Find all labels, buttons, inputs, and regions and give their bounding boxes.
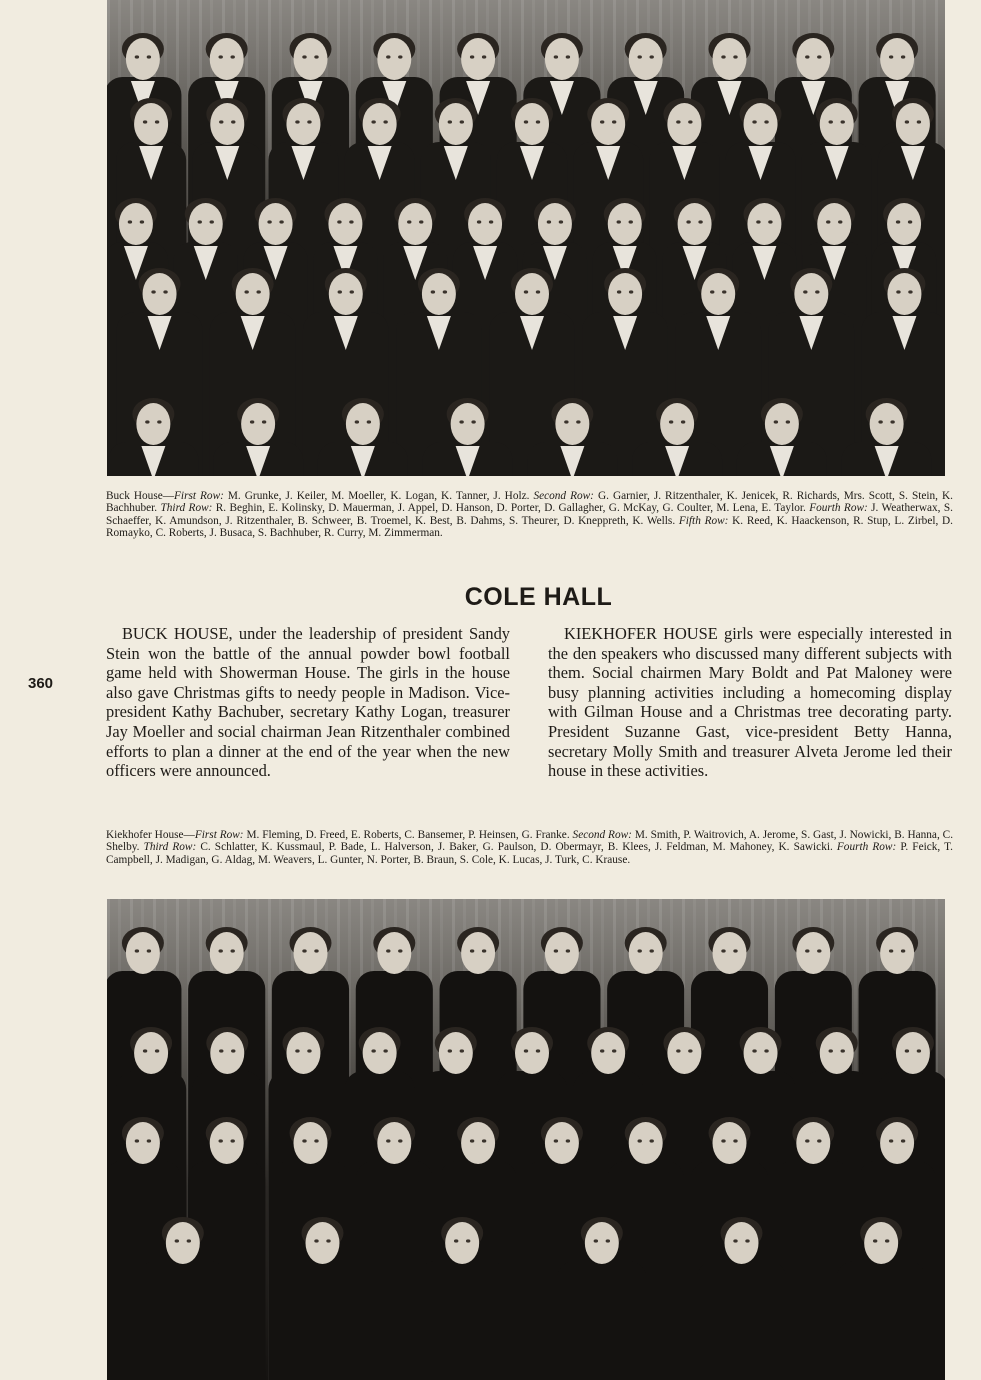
buck-house-paragraph: BUCK HOUSE, under the leadership of president Sandy Stein won the battle of the annual powder bowl football game held with Showerman House. The girls in the house also gave Christmas gifts to needy people in Madison. Vice-president Kathy Bachuber, secretary Kathy Logan, treasurer Jay Moeller and social chairman Jean Ritzenthaler combined efforts to plan a dinner at the end of the year when the new officers were announced. xyxy=(106,624,510,781)
caption-row-label: Fourth Row: xyxy=(836,841,897,854)
caption-row-names: M. Grunke, J. Keiler, M. Moeller, K. Logan, K. Tanner, J. Holz. xyxy=(223,490,534,502)
caption-row-names: C. Schlatter, K. Kussmaul, P. Bade, L. Halverson, J. Baker, G. Paulson, D. Obermayr, B. Klees, J. Feldman, M. Mahoney, K. Sawicki. xyxy=(196,841,837,854)
caption-row-names: R. Beghin, E. Kolinsky, D. Mauerman, J. Appel, D. Hanson, D. Porter, D. Gallagher, G. McKay, G. Coulter, M. Lena, E. Taylor. xyxy=(212,502,810,515)
caption-row-label: First Row: xyxy=(194,829,244,841)
caption-row-label: Third Row: xyxy=(160,502,213,515)
caption-row-names: P. Feick, T. Campbell, J. Madigan, G. Aldag, M. Weavers, L. Gunter, N. Porter, B. Braun, S. Cole, K. Lucas, J. Turk, C. Krause. xyxy=(106,841,953,866)
caption-row-label: First Row: xyxy=(174,490,224,502)
buck-house-group-photo xyxy=(107,0,945,476)
caption-row-names: G. Garnier, J. Ritzenthaler, K. Jenicek, R. Richards, Mrs. Scott, S. Stein, K. Bachhuber. xyxy=(106,490,953,515)
page-number: 360 xyxy=(28,675,54,692)
caption-house-name: Buck House— xyxy=(106,490,175,502)
caption-row-label: Third Row: xyxy=(143,841,197,854)
caption-row-label: Second Row: xyxy=(572,829,632,841)
kiekhofer-house-photo-figures xyxy=(107,899,945,1380)
kiekhofer-house-caption xyxy=(106,829,953,866)
caption-row-names: M. Smith, P. Waitrovich, A. Jerome, S. Gast, J. Nowicki, B. Hanna, C. Shelby. xyxy=(106,829,954,854)
caption-row-names: J. Weatherwax, S. Schaeffer, K. Amundson, J. Ritzenthaler, B. Schweer, B. Troemel, K. Best, B. Dahms, S. Theurer, D. Kneppreth, K. Wells. xyxy=(106,502,953,527)
kiekhofer-house-group-photo xyxy=(107,899,945,1380)
caption-row-names: K. Reed, K. Haackenson, R. Stup, L. Zirbel, D. Romayko, C. Roberts, J. Busaca, S. Bachhuber, R. Curry, M. Zimmerman. xyxy=(106,514,954,540)
caption-row-label: Second Row: xyxy=(533,490,594,502)
caption-row-label: Fifth Row: xyxy=(678,514,729,527)
section-title: COLE HALL xyxy=(464,583,613,611)
kiekhofer-house-paragraph: KIEKHOFER HOUSE girls were especially interested in the den speakers who discussed many different subjects with them. Social chairmen Mary Boldt and Pat Maloney were busy planning activities including a homecoming display with Gilman House and a Christmas tree decorating party. President Suzanne Gast, vice-president Betty Hanna, secretary Molly Smith and treasurer Alveta Jerome led their house in these activities. xyxy=(548,624,952,781)
buck-house-photo-figures xyxy=(107,0,945,476)
buck-house-caption xyxy=(106,490,953,540)
caption-house-name: Kiekhofer House— xyxy=(106,829,195,841)
caption-row-names: M. Fleming, D. Freed, E. Roberts, C. Bansemer, P. Heinsen, G. Franke. xyxy=(243,829,573,841)
caption-row-label: Fourth Row: xyxy=(809,502,868,515)
